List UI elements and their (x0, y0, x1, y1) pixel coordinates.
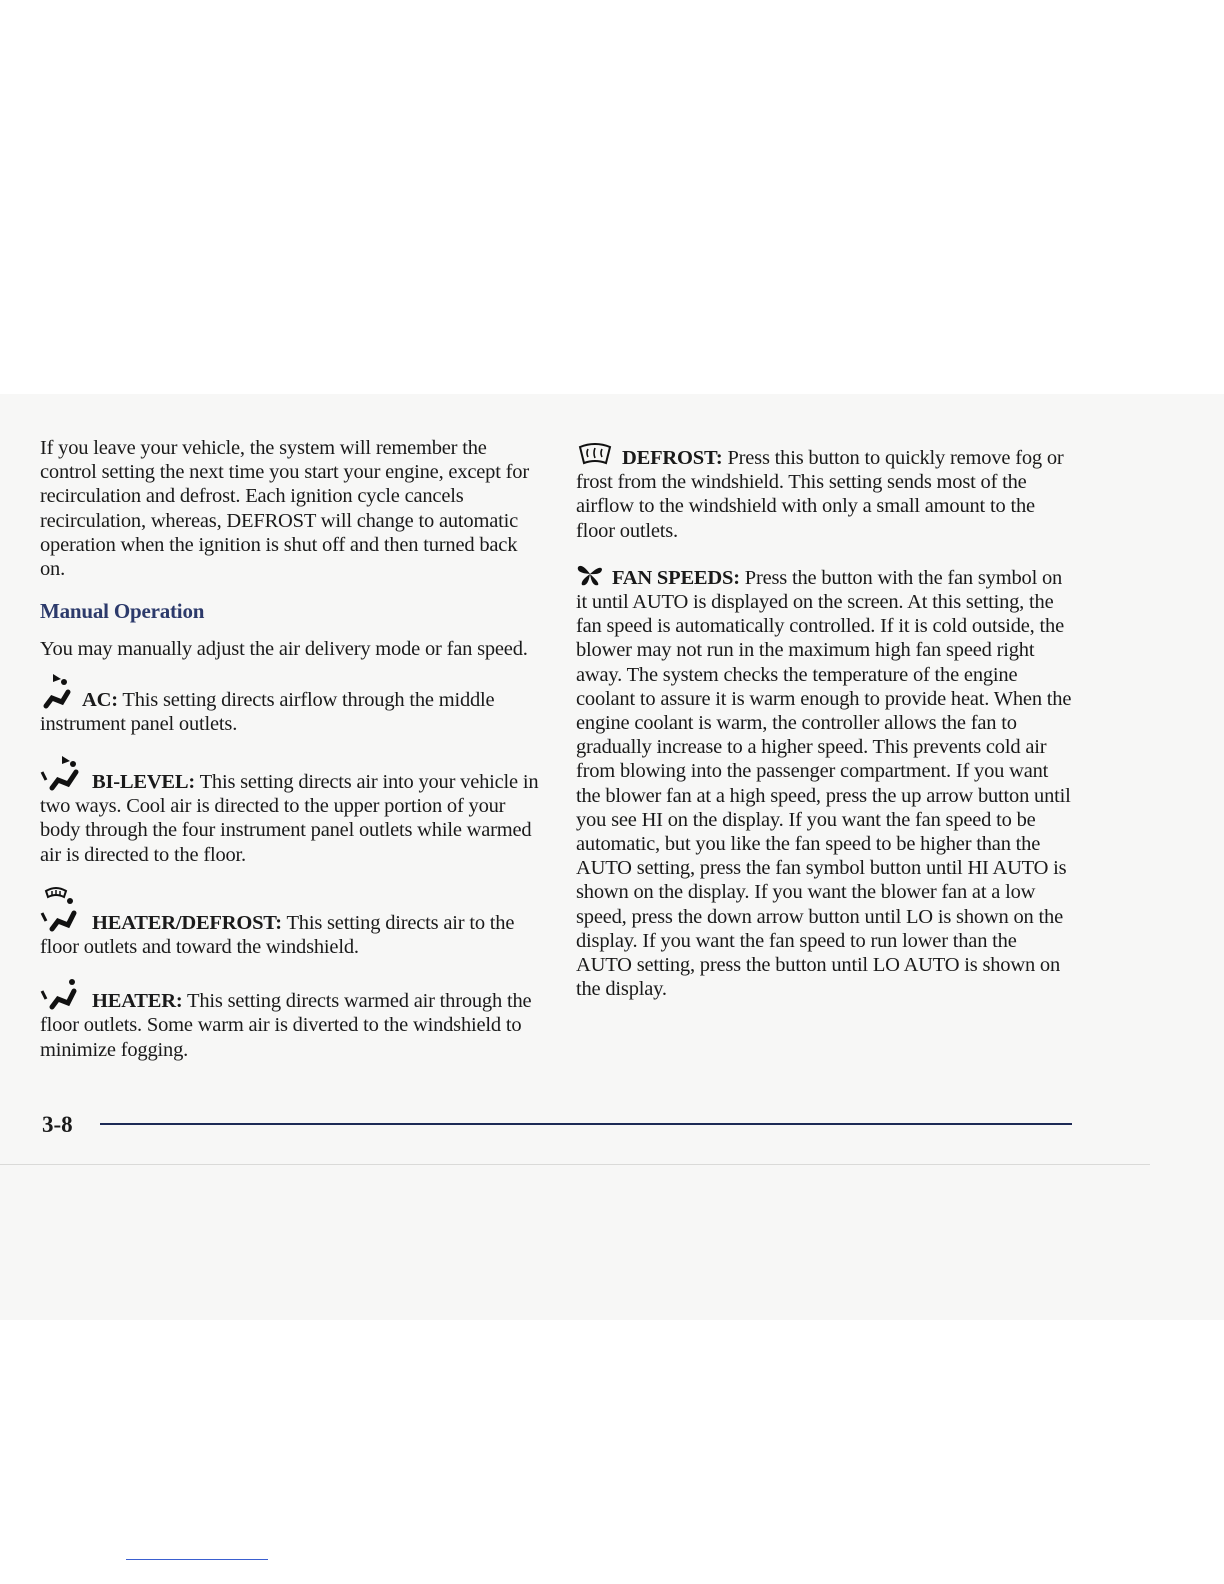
heater-icon (40, 977, 84, 1011)
bottom-underline (126, 1559, 268, 1560)
bi-level-term: BI-LEVEL: (92, 771, 196, 794)
scan-edge-line (0, 1164, 1150, 1165)
intro-paragraph: If you leave your vehicle, the system will remember the control setting the next time you start your engine, except for recirculation and defrost. Each ignition cycle cancels recirculation, whereas, DEFROST will change to automatic operation when the ignition is shut off and then turned back on. (40, 437, 529, 581)
defrost-icon (576, 443, 614, 467)
heater-defrost-text: This setting directs air to the floor outlets and toward the windshield. (40, 911, 515, 959)
heater-defrost-paragraph (40, 885, 540, 959)
defrost-term: DEFROST: (622, 447, 723, 469)
heater-defrost-icon (40, 885, 84, 933)
section-heading: Manual Operation (40, 599, 205, 624)
fan-text: Press the button with the fan symbol on it until AUTO is displayed on the screen. At this setting, the fan speed is automatically controlled. If it is cold outside, the blower may not run in the maximum high fan speed right away. The system checks the temperature of the engine coolant to assure it is warm enough to provide heat. When the engine coolant is warm, the controller allows the fan to gradually increase to a higher speed. This prevents cold air from blowing into the passenger compartment. If you want the blower fan at a high speed, press the up arrow button until you see HI on the display. If you want the fan speed to be automatic, but you like the fan speed to be higher than the AUTO setting, press the fan symbol button until HI AUTO is shown on the display. If you want the blower fan at a low speed, press the down arrow button until LO is shown on the display. If you want the fan speed to run lower than the AUTO setting, press the button until LO AUTO is shown on the display. (576, 566, 1072, 1001)
bi-level-paragraph (40, 754, 540, 867)
heater-text: This setting directs warmed air through the floor outlets. Some warm air is diverted to the windshield to minimize fogging. (40, 990, 532, 1061)
ac-text: This setting directs airflow through the middle instrument panel outlets. (40, 688, 495, 735)
footer-rule (100, 1123, 1072, 1125)
defrost-paragraph (576, 443, 1076, 543)
page-number: 3-8 (42, 1112, 73, 1137)
ac-term: AC: (82, 688, 118, 711)
fan-term: FAN SPEEDS: (612, 566, 740, 589)
fan-paragraph (576, 561, 1076, 1002)
fan-icon (576, 561, 604, 587)
ac-paragraph (40, 672, 540, 736)
defrost-text: Press this button to quickly remove fog or frost from the windshield. This setting sends most of the airflow to the windshield with only a small amount to the floor outlets. (576, 447, 1064, 542)
heater-paragraph (40, 977, 540, 1062)
heater-defrost-term: HEATER/DEFROST: (92, 911, 282, 934)
left-column (40, 436, 540, 1080)
right-column (576, 443, 1076, 1019)
bi-level-icon (40, 754, 84, 792)
manual-paragraph: You may manually adjust the air delivery mode or fan speed. (40, 638, 528, 661)
ac-mode-icon (40, 672, 74, 710)
bi-level-text: This setting directs air into your vehicle in two ways. Cool air is directed to the upper portion of your body through the four instrument panel outlets while warmed air is directed to the floor. (40, 771, 539, 866)
heater-term: HEATER: (92, 990, 183, 1013)
